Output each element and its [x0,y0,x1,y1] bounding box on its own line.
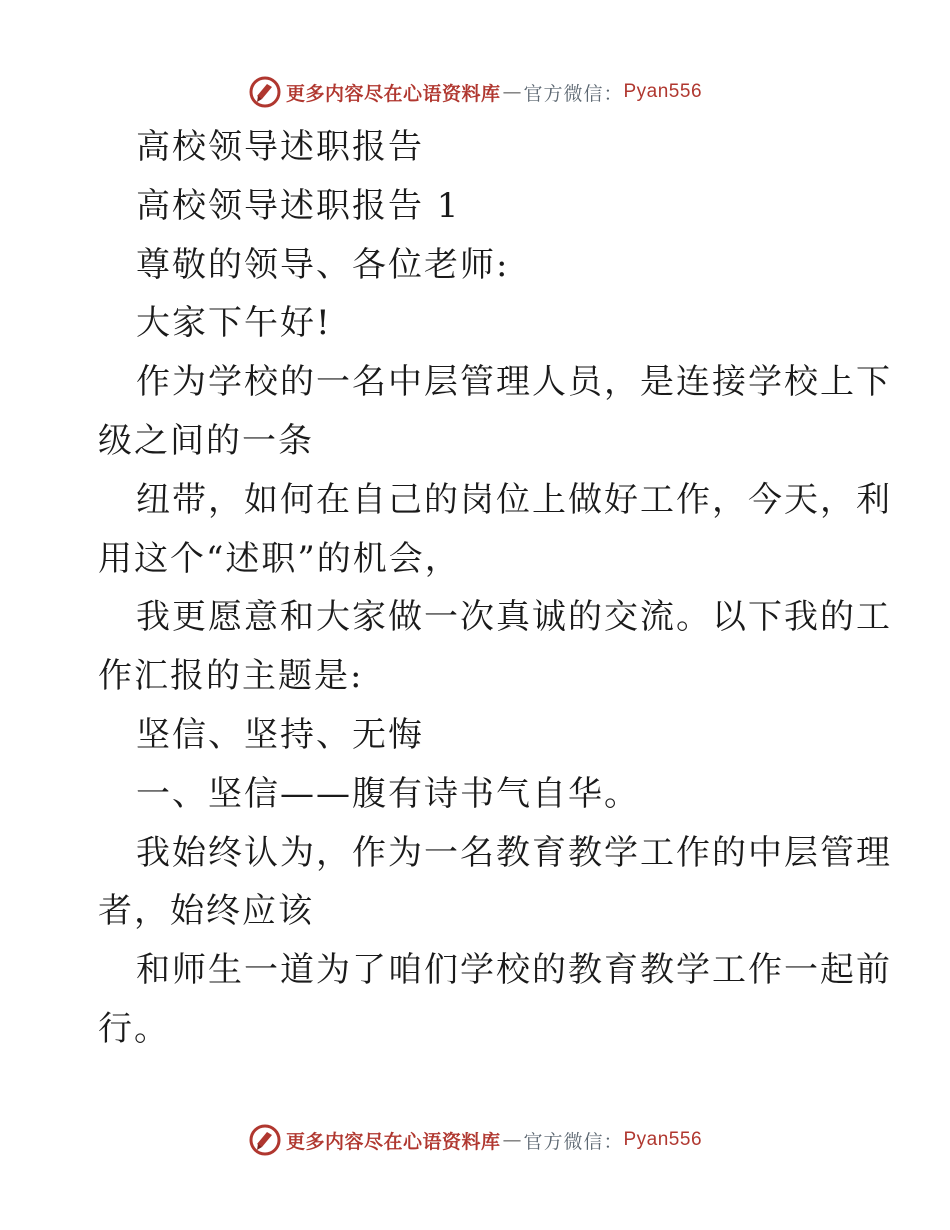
brand-logo-icon [248,75,282,109]
document-body [98,118,892,1059]
paragraph-line: 高校领导述职报告 1 [136,185,461,226]
paragraph-line: 纽带，如何在自己的岗位上做好工作，今天，利 [136,479,892,520]
banner-brand-text: 更多内容尽在心语资料库 [285,1130,501,1153]
paragraph-line: 者，始终应该 [98,891,314,932]
banner-dash: — [502,1129,522,1151]
banner-dash: — [502,81,522,103]
footer-banner [0,1120,950,1160]
paragraph-line: 我更愿意和大家做一次真诚的交流。以下我的工 [136,597,892,638]
paragraph-line: 大家下午好! [136,303,332,344]
paragraph-line: 坚信、坚持、无悔 [136,714,424,755]
banner-wechat-id: Pyan556 [623,1129,703,1150]
banner-wechat-id: Pyan556 [623,81,703,102]
paragraph-line: 用这个“述职”的机会， [98,538,461,579]
banner-wechat-label: 官方微信： [523,82,624,105]
paragraph-line: 行。 [98,1008,170,1049]
paragraph-line: 尊敬的领导、各位老师: [136,244,510,285]
brand-logo-icon [248,1123,282,1157]
paragraph-line: 和师生一道为了咱们学校的教育教学工作一起前 [136,950,892,991]
paragraph-line: 作汇报的主题是: [98,656,364,697]
header-banner [0,72,950,112]
paragraph-line: 高校领导述职报告 [136,127,424,167]
paragraph-line: 作为学校的一名中层管理人员，是连接学校上下 [136,362,892,403]
paragraph-line: 级之间的一条 [98,420,314,461]
paragraph-line: 我始终认为，作为一名教育教学工作的中层管理 [136,832,892,873]
banner-brand-text: 更多内容尽在心语资料库 [285,82,501,105]
banner-wechat-label: 官方微信： [523,1130,624,1153]
paragraph-line: 一、坚信——腹有诗书气自华。 [136,773,640,814]
